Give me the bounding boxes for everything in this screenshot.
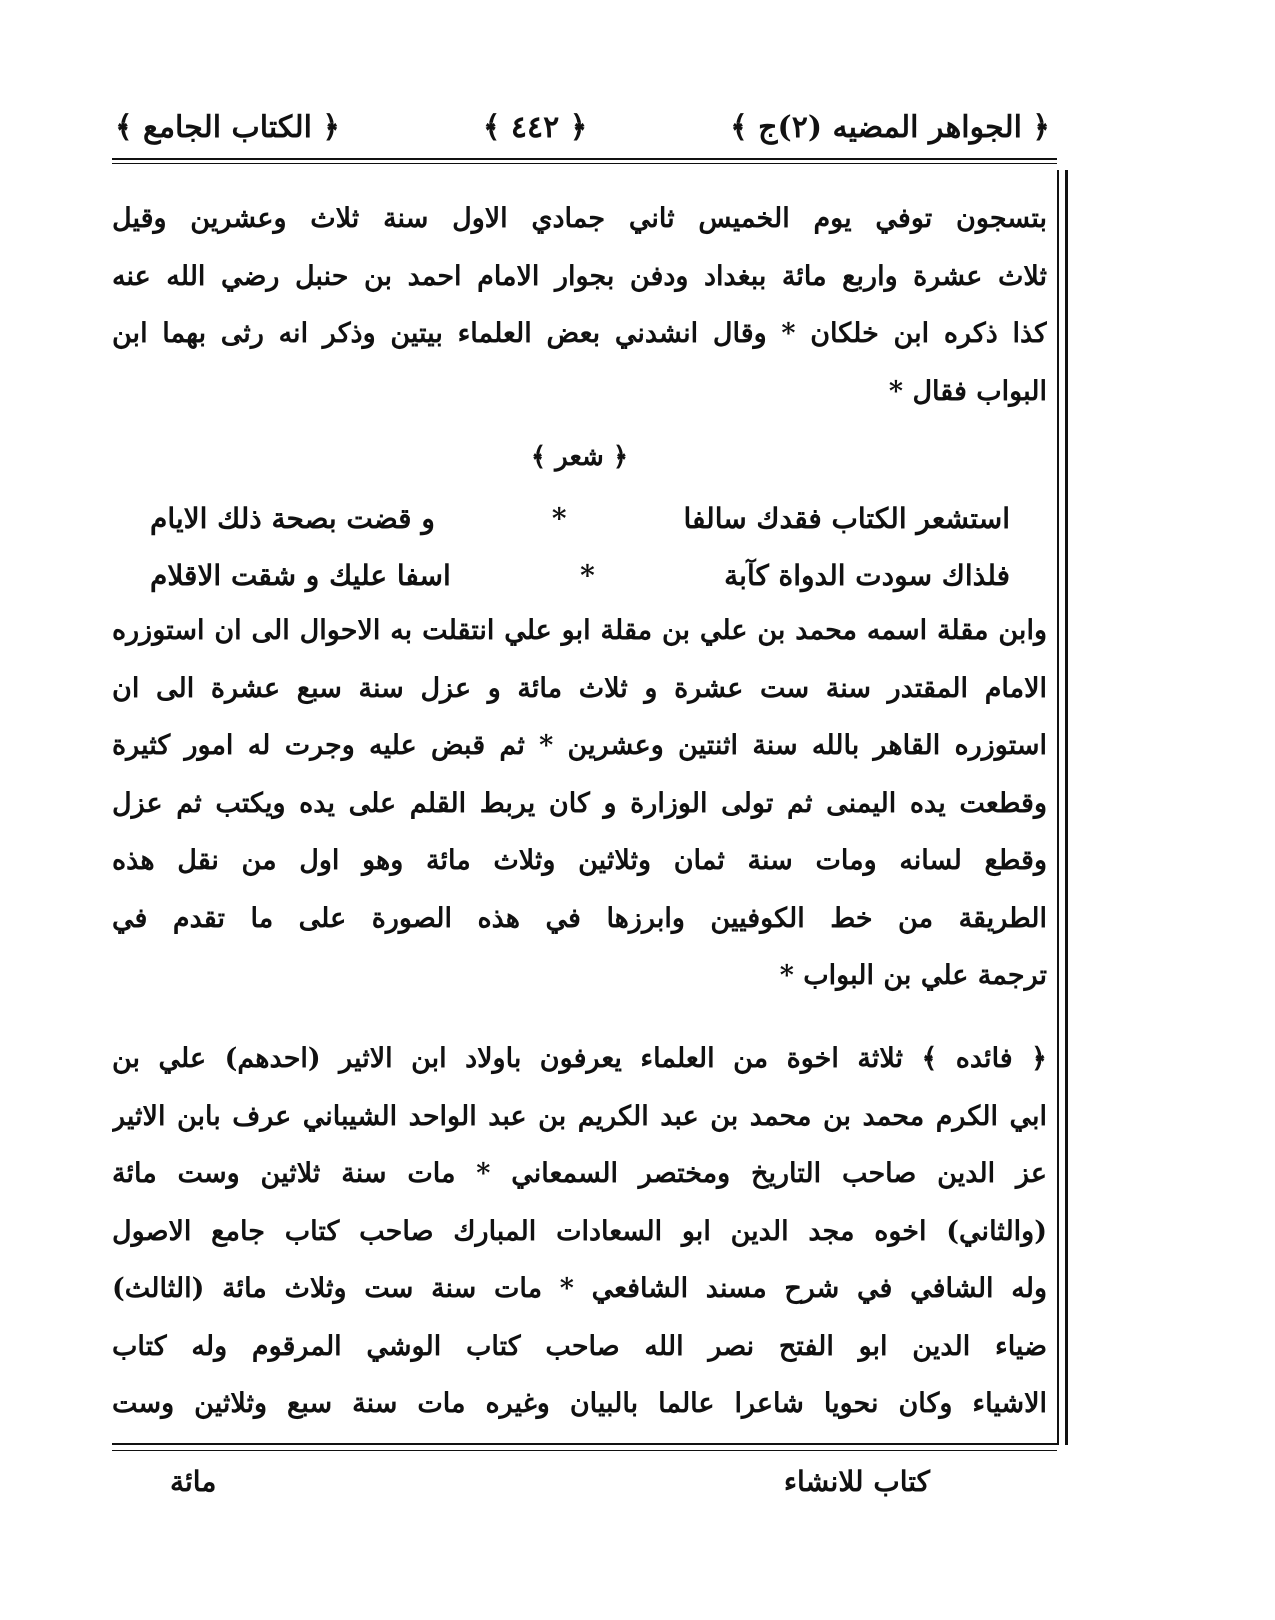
text-line: (والثاني) اخوه مجد الدين ابو السعادات المبارك صاحب كتاب جامع الاصول [112, 1215, 1047, 1247]
text-line: ثلاث عشرة واربع مائة ببغداد ودفن بجوار الامام احمد بن حنبل رضي الله عنه [112, 260, 1047, 292]
page-number: ﴿ ٤٤٢ ﴾ [482, 110, 588, 145]
verse-separator: * [551, 502, 567, 535]
footer-rule [112, 1443, 1057, 1445]
verse-second-half: و قضت بصحة ذلك الايام [150, 502, 435, 535]
text-line: ﴿ فائده ﴾ ثلاثة اخوة من العلماء يعرفون باولاد ابن الاثير (احدهم) علي بن [112, 1043, 1047, 1074]
text-line: الامام المقتدر سنة ست عشرة و ثلاث مائة و عزل سنة سبع عشرة الى ان [112, 672, 1047, 704]
text-line: ابي الكرم محمد بن محمد بن عبد الكريم بن عبد الواحد الشيباني عرف بابن الاثير [112, 1100, 1047, 1132]
text-line: ترجمة علي بن البواب * [779, 960, 1047, 991]
page-header [115, 105, 1050, 150]
verse-first-half: استشعر الكتاب فقدك سالفا [683, 502, 1010, 535]
margin-rule-thick [1065, 170, 1068, 1445]
poem [150, 490, 1010, 604]
text-block-1 [112, 190, 1047, 420]
header-rule-thin [112, 163, 1057, 164]
verse [150, 490, 1010, 547]
verse-first-half: فلذاك سودت الدواة كآبة [724, 559, 1010, 592]
text-block-3 [112, 1030, 1047, 1433]
text-line: بتسجون توفي يوم الخميس ثاني جمادي الاول سنة ثلاث وعشرين وقيل [112, 203, 1047, 234]
text-block-2 [112, 602, 1047, 1005]
header-rule [112, 158, 1057, 160]
verse-separator: * [580, 559, 595, 592]
text-line: وابن مقلة اسمه محمد بن علي بن مقلة ابو علي انتقلت به الاحوال الى ان استوزره [112, 615, 1047, 646]
text-line: وقطع لسانه ومات سنة ثمان وثلاثين وثلاث مائة وهو اول من نقل هذه [112, 845, 1047, 876]
margin-rule [1057, 170, 1059, 1445]
text-line: وله الشافي في شرح مسند الشافعي * مات سنة ست وثلاث مائة (الثالث) [112, 1273, 1047, 1304]
book-title: ﴿ الجواهر المضيه (٢)ج ﴾ [730, 110, 1050, 145]
footer-rule-thin [112, 1450, 1057, 1451]
section-title: ﴿ الكتاب الجامع ﴾ [115, 110, 340, 145]
footer-signature: كتاب للانشاء [783, 1465, 930, 1498]
catchword: مائة [170, 1465, 217, 1498]
text-line: وقطعت يده اليمنى ثم تولى الوزارة و كان يربط القلم على يده ويكتب ثم عزل [112, 787, 1047, 819]
text-line: استوزره القاهر بالله سنة اثنتين وعشرين * ثم قبض عليه وجرت له امور كثيرة [112, 730, 1047, 761]
text-line: الاشياء وكان نحويا شاعرا عالما بالبيان وغيره مات سنة سبع وثلاثين وست [112, 1388, 1047, 1419]
page-footer [170, 1465, 930, 1498]
text-line: عز الدين صاحب التاريخ ومختصر السمعاني * مات سنة ثلاثين وست مائة [112, 1158, 1047, 1189]
text-line: كذا ذكره ابن خلكان * وقال انشدني بعض العلماء بيتين وذكر انه رثى بهما ابن [112, 318, 1047, 349]
text-line: البواب فقال * [888, 375, 1047, 407]
text-line: ضياء الدين ابو الفتح نصر الله صاحب كتاب الوشي المرقوم وله كتاب [112, 1330, 1047, 1362]
verse [150, 547, 1010, 604]
verse-second-half: اسفا عليك و شقت الاقلام [150, 559, 451, 592]
text-line: الطريقة من خط الكوفيين وابرزها في هذه الصورة على ما تقدم في [112, 902, 1047, 934]
poem-title: ﴿ شعر ﴾ [530, 442, 629, 472]
